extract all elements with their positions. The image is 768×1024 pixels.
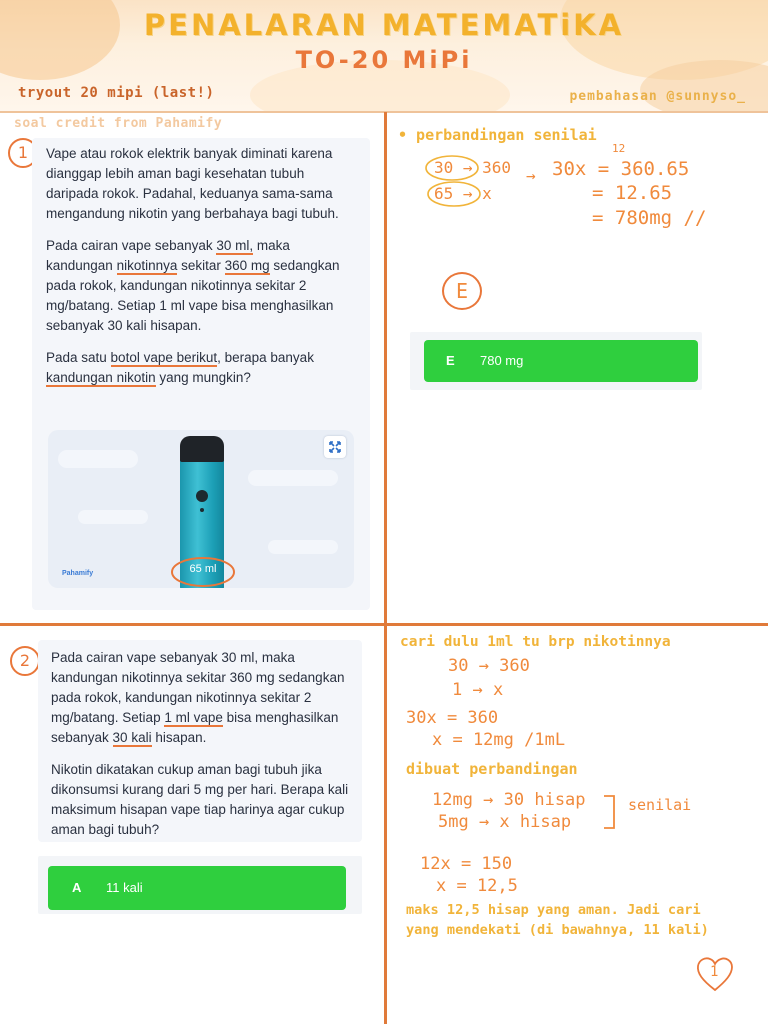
solution-1-row-2: 65 → x (434, 184, 492, 203)
solution-2-conclusion-1: maks 12,5 hisap yang aman. Jadi cari (406, 902, 701, 918)
vape-indicator (200, 508, 204, 512)
solution-2-line-2: 1 → x (452, 680, 504, 700)
solution-2-line-1: 30 → 360 (448, 656, 530, 676)
solution-2-line-3: 30x = 360 (406, 708, 499, 728)
heart-icon: 1 (694, 954, 736, 994)
volume-circle-annotation (168, 554, 238, 588)
answer-1-option[interactable] (424, 340, 698, 382)
author-note: pembahasan @sunnyso_ (569, 89, 746, 104)
page-title: PENALARAN MATEMATiKA (143, 8, 625, 42)
question-1-intro: Vape atau rokok elektrik banyak diminati karena dianggap lebih aman bagi kesehatan tubuh daripada rokok. Padahal, keduanya sama-sama mengandung nikotin yang berbahaya bagi tubuh. (46, 146, 339, 221)
solution-2-line-5: 12mg → 30 hisap (432, 790, 586, 810)
source-credit: soal credit from Pahamify (14, 116, 223, 131)
volume-label: 65 ml (189, 563, 217, 575)
solution-2-heading-2: dibuat perbandingan (406, 760, 578, 778)
solution-1-row-1: 30 → 360 (434, 158, 512, 177)
solution-2-line-4: x = 12mg /1mL (432, 730, 566, 750)
answer-2-value: 11 kali (106, 880, 143, 895)
vape-button (196, 490, 208, 502)
bracket-annotation (600, 792, 620, 832)
horizontal-divider (0, 623, 768, 626)
solution-1-choice: E (442, 272, 482, 310)
solution-1-eq-3: = 780mg // (592, 207, 707, 229)
solution-1-arrow: → (526, 166, 536, 185)
page-header (0, 0, 768, 112)
vape-image (48, 430, 354, 588)
answer-2-letter: A (72, 880, 82, 895)
background-cloud (268, 540, 338, 554)
question-2-data: Pada cairan vape sebanyak 30 ml, maka kandungan nikotinnya sekitar 360 mg sedangkan pada rokok, kandungan nikotinnya sekitar 2 mg/batang. Setiap 1 ml vape bisa menghasilkan sebanyak 30 kali hisapan. (51, 650, 345, 745)
solution-2-conclusion-2: yang mendekati (di bawahnya, 11 kali) (406, 922, 709, 938)
question-number-badge: 2 (10, 646, 40, 676)
background-cloud (248, 470, 338, 486)
background-cloud (78, 510, 148, 524)
solution-1-eq-2: = 12.65 (592, 182, 673, 204)
question-2-prompt: Nikotin dikatakan cukup aman bagi tubuh jika dikonsumsi kurang dari 5 mg per hari. Berapa kali maksimum hisapan vape tiap harinya agar cukup aman bagi tubuh? (51, 762, 349, 837)
solution-2-line-8: x = 12,5 (436, 876, 518, 896)
vape-device-cap (180, 436, 224, 462)
background-cloud (58, 450, 138, 468)
solution-2-bracket-label: senilai (628, 796, 692, 814)
brand-logo: Pahamify (62, 570, 94, 577)
answer-1-value: 780 mg (480, 353, 524, 368)
solution-2-line-6: 5mg → x hisap (438, 812, 572, 832)
question-2-card (38, 640, 362, 842)
vertical-divider (384, 112, 387, 1024)
solution-1-heading: • perbandingan senilai (398, 126, 597, 144)
solution-2-heading: cari dulu 1ml tu brp nikotinnya (400, 634, 671, 650)
tryout-note: tryout 20 mipi (last!) (18, 85, 215, 101)
page-subtitle: TO-20 MiPi (295, 46, 473, 74)
question-1-prompt: Pada satu botol vape berikut, berapa banyak kandungan nikotin yang mungkin? (46, 350, 314, 385)
ratio-circle-annotation (424, 152, 524, 212)
solution-2-line-7: 12x = 150 (420, 854, 513, 874)
answer-1-letter: E (446, 353, 455, 368)
answer-2-option[interactable] (48, 866, 346, 910)
answer-1-wrapper (410, 332, 702, 390)
solution-1-note: 12 (612, 142, 626, 155)
expand-image-icon[interactable] (324, 436, 346, 458)
solution-1-eq-1: 30x = 360.65 (552, 158, 690, 180)
question-1-data: Pada cairan vape sebanyak 30 ml, maka kandungan nikotinnya sekitar 360 mg sedangkan pada rokok, kandungan nikotinnya sekitar 2 mg/batang. Setiap 1 ml vape bisa menghasilkan sebanyak 30 kali hisapan. (46, 238, 340, 333)
answer-2-wrapper (38, 856, 362, 914)
question-number-badge: 1 (8, 138, 38, 168)
question-1-card (32, 138, 370, 610)
